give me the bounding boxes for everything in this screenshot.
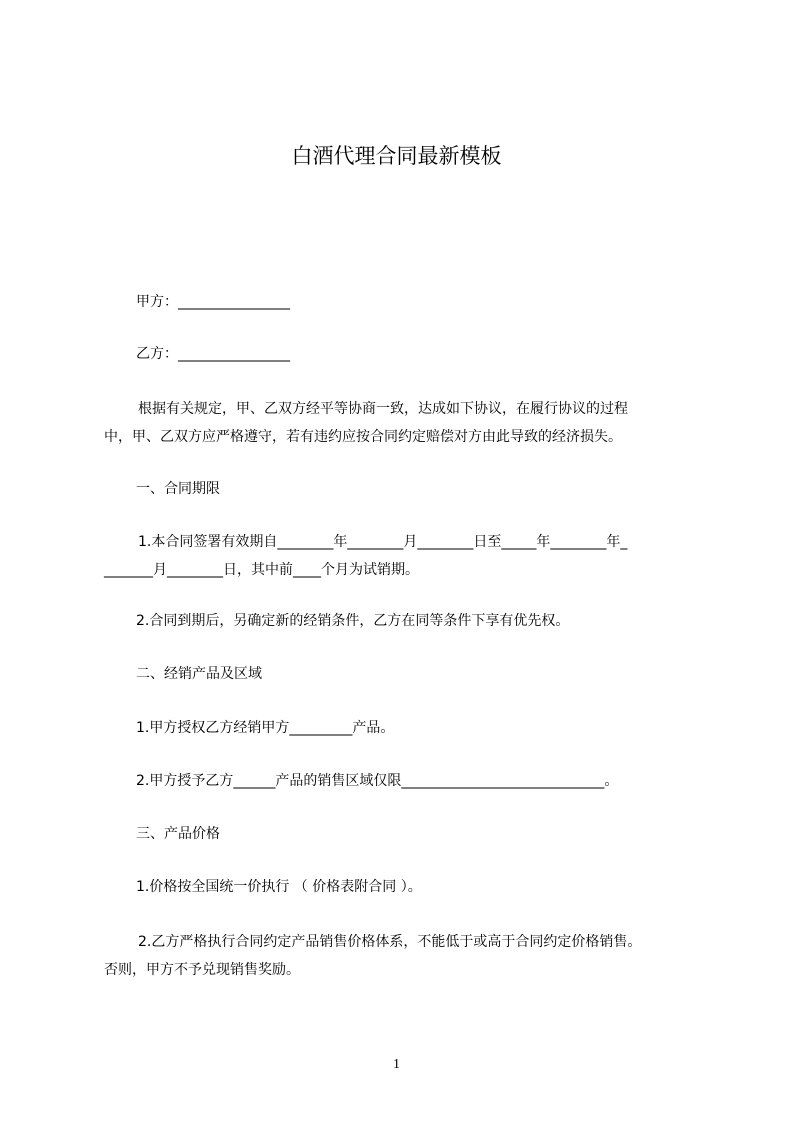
section3-item2-paragraph: [104, 928, 704, 984]
section3-heading-text: 三、产品价格: [136, 826, 220, 842]
section1-item1-line-2: _______月________日，其中前____个月为试销期。: [104, 562, 419, 578]
section2-item2: [104, 767, 704, 795]
party-b-line: [104, 340, 704, 368]
section2-heading: [104, 660, 704, 688]
section1-heading: [104, 475, 704, 503]
page-number: 1: [393, 1057, 400, 1072]
preamble-row-1: [104, 395, 704, 423]
preamble-line-1: 根据有关规定，甲、乙双方经平等协商一致，达成如下协议，在履行协议的过程: [138, 401, 628, 417]
section1-item2-text: 2.合同到期后，另确定新的经销条件，乙方在同等条件下享有优先权。: [136, 613, 570, 629]
preamble-line-2: 中，甲、乙双方应严格遵守，若有违约应按合同约定赔偿对方由此导致的经济损失。: [104, 429, 622, 445]
section1-heading-text: 一、合同期限: [136, 481, 220, 497]
section1-item2: [104, 607, 704, 635]
section1-item1-row-1: [104, 528, 704, 556]
party-b-text: 乙方：________________: [136, 346, 290, 362]
section1-item1-paragraph: [104, 528, 704, 584]
section3-heading: [104, 820, 704, 848]
section2-heading-text: 二、经销产品及区域: [136, 666, 262, 682]
party-a-line: [104, 288, 704, 316]
section2-item2-text: 2.甲方授予乙方______产品的销售区域仅限_____________________________。: [136, 773, 619, 789]
section3-item2-line-1: 2.乙方严格执行合同约定产品销售价格体系，不能低于或高于合同约定价格销售。: [138, 934, 642, 950]
section3-item2-line-2: 否则，甲方不予兑现销售奖励。: [104, 962, 300, 978]
section3-item1-text: 1.价格按全国统一价执行 （ 价格表附合同 ）。: [136, 879, 422, 895]
section2-item1-text: 1.甲方授权乙方经销甲方_________产品。: [136, 720, 395, 736]
preamble-paragraph: [104, 395, 704, 451]
section1-item1-line-1: 1.本合同签署有效期自________年________月________日至_____年________年_: [138, 534, 628, 550]
document-title: 白酒代理合同最新模板: [291, 144, 502, 168]
section3-item1: [104, 873, 704, 901]
section3-item2-row-1: [104, 928, 704, 956]
section2-item1: [104, 714, 704, 742]
party-a-text: 甲方：________________: [136, 294, 290, 310]
